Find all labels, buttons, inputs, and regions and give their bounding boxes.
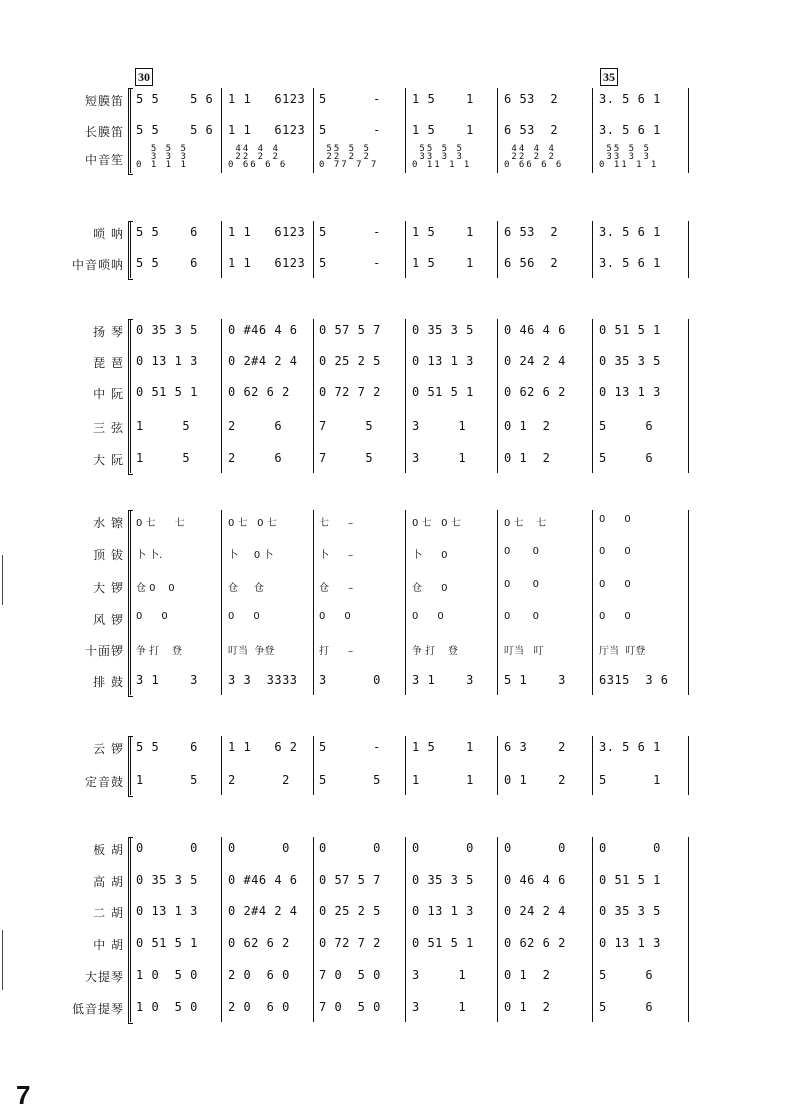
measure-notes: 1 1 6123: [228, 225, 306, 239]
measure-notes: 1 1: [412, 773, 474, 787]
instrument-label: 大 锣: [93, 581, 124, 595]
instrument-label: 中音笙: [84, 153, 124, 167]
measure-notes: 0 七 七: [136, 518, 185, 529]
barline: [497, 736, 498, 795]
barline: [405, 510, 406, 695]
measure-notes: 0 七 七: [504, 518, 547, 529]
measure-notes: 争 打 登: [136, 646, 182, 657]
barline: [130, 88, 131, 173]
measure-notes: 5 5 6: [136, 740, 198, 754]
measure-notes: 5 1: [599, 773, 661, 787]
measure-notes: 0 1 2: [504, 968, 551, 982]
measure-notes: 0 0: [412, 611, 444, 622]
measure-notes: 3. 5 6 1: [599, 225, 661, 239]
barline: [592, 837, 593, 1022]
instrument-label: 长膜笛: [84, 125, 124, 139]
measure-notes: 1 5 1: [412, 123, 474, 137]
instrument-label: 水 镲: [93, 516, 124, 530]
measure-notes: 0 1 2: [504, 451, 551, 465]
instrument-label: 十面锣: [84, 644, 124, 658]
measure-notes: 3. 5 6 1: [599, 123, 661, 137]
barline: [221, 837, 222, 1022]
rehearsal-mark-30: 30: [135, 68, 153, 86]
measure-notes: 6 56 2: [504, 256, 559, 270]
instrument-label: 低音提琴: [71, 1002, 124, 1016]
barline: [221, 736, 222, 795]
measure-notes: 0 0: [228, 841, 290, 855]
barline: [221, 319, 222, 473]
measure-notes: 2 0 6 0: [228, 968, 290, 982]
measure-notes: 5 -: [319, 92, 381, 106]
instrument-label: 板 胡: [93, 843, 124, 857]
instrument-label: 三 弦: [93, 421, 124, 435]
measure-notes: 3. 5 6 1: [599, 256, 661, 270]
measure-notes: 0 51 5 1: [136, 385, 198, 399]
barline: [405, 736, 406, 795]
measure-notes: 1 5 1: [412, 225, 474, 239]
barline: [313, 837, 314, 1022]
barline: [592, 736, 593, 795]
barline: [497, 88, 498, 173]
barline: [688, 88, 689, 173]
measure-notes: 7 5: [319, 451, 374, 465]
measure-notes: 3 3 3333: [228, 673, 298, 687]
measure-notes: 0 24 2 4: [504, 354, 566, 368]
barline: [313, 221, 314, 278]
measure-notes: 叮当 争登: [228, 646, 275, 657]
measure-notes: 0 0: [599, 514, 631, 525]
barline: [313, 88, 314, 173]
barline: [405, 319, 406, 473]
measure-notes: 1 5: [136, 419, 191, 433]
measure-notes: 0 0: [412, 841, 474, 855]
barline: [130, 837, 131, 1022]
instrument-label: 大 阮: [93, 453, 124, 467]
instrument-label: 大提琴: [84, 970, 124, 984]
measure-notes: 5 5 6: [136, 256, 198, 270]
instrument-label: 排 鼓: [93, 675, 124, 689]
measure-notes: 卜 –: [319, 550, 354, 561]
measure-notes: 1 5 1: [412, 740, 474, 754]
measure-notes: 5 6: [599, 1000, 654, 1014]
measure-notes: 0 0: [136, 841, 198, 855]
measure-notes: 1 0 5 0: [136, 968, 198, 982]
measure-notes: 0 35 3 5: [136, 873, 198, 887]
barline: [130, 319, 131, 473]
measure-notes: 5 6: [599, 968, 654, 982]
measure-notes: 0 0: [504, 611, 539, 622]
measure-notes: 0 51 5 1: [599, 873, 661, 887]
barline: [592, 221, 593, 278]
instrument-label: 琵 琶: [93, 356, 124, 370]
measure-notes: 5 5 5 6: [136, 123, 214, 137]
measure-notes: 6 53 2: [504, 225, 559, 239]
barline: [130, 736, 131, 795]
measure-notes: 7 0 5 0: [319, 968, 381, 982]
measure-notes: 7 0 5 0: [319, 1000, 381, 1014]
measure-notes: 1 0 5 0: [136, 1000, 198, 1014]
barline: [405, 221, 406, 278]
measure-notes: 0 35 3 5: [412, 323, 474, 337]
measure-notes: 1 5 1: [412, 92, 474, 106]
measure-notes: 0 0: [599, 841, 661, 855]
measure-notes: 3 0: [319, 673, 381, 687]
measure-notes: 0 57 5 7: [319, 323, 381, 337]
measure-notes: 卜 0 卜: [228, 550, 274, 561]
measure-notes: 5 6: [599, 419, 654, 433]
measure-notes: 0 0: [504, 579, 539, 590]
measure-notes: 2 6: [228, 419, 283, 433]
measure-notes: 0 0: [319, 841, 381, 855]
measure-notes: 55 5 5 22 2 2 0 77 7 7: [319, 144, 379, 170]
measure-notes: 0 13 1 3: [412, 904, 474, 918]
measure-notes: 打 –: [319, 646, 354, 657]
measure-notes: 卜 卜.: [136, 550, 163, 561]
measure-notes: 0 62 6 2: [228, 936, 290, 950]
measure-notes: 0 1 2: [504, 419, 551, 433]
barline: [313, 736, 314, 795]
measure-notes: 55 5 5 33 3 3 0 11 1 1: [412, 144, 472, 170]
measure-notes: 0 0: [228, 611, 260, 622]
barline: [497, 837, 498, 1022]
page-number: 7: [16, 1080, 31, 1110]
measure-notes: 0 1 2: [504, 773, 566, 787]
measure-notes: 5 5: [319, 773, 381, 787]
measure-notes: 3 1: [412, 419, 467, 433]
measure-notes: 5 1 3: [504, 673, 566, 687]
measure-notes: 2 2: [228, 773, 290, 787]
barline: [497, 221, 498, 278]
measure-notes: 0 46 4 6: [504, 873, 566, 887]
barline: [221, 510, 222, 695]
instrument-label: 二 胡: [93, 906, 124, 920]
barline: [592, 510, 593, 695]
measure-notes: 2 6: [228, 451, 283, 465]
measure-notes: 5 -: [319, 123, 381, 137]
measure-notes: 0 24 2 4: [504, 904, 566, 918]
barline: [688, 736, 689, 795]
measure-notes: 0 25 2 5: [319, 354, 381, 368]
measure-notes: 5 -: [319, 256, 381, 270]
instrument-label: 高 胡: [93, 875, 124, 889]
measure-notes: 0 1 2: [504, 1000, 551, 1014]
measure-notes: 仓 0: [412, 583, 448, 594]
measure-notes: 0 0: [504, 546, 539, 557]
instrument-label: 定音鼓: [84, 775, 124, 789]
measure-notes: 0 2#4 2 4: [228, 904, 298, 918]
measure-notes: 0 51 5 1: [136, 936, 198, 950]
measure-notes: 1 1 6123: [228, 256, 306, 270]
measure-notes: 仓 –: [319, 583, 354, 594]
barline: [405, 837, 406, 1022]
measure-notes: 0 七 0 七: [412, 518, 461, 529]
barline: [497, 510, 498, 695]
barline: [688, 837, 689, 1022]
rehearsal-mark-35: 35: [600, 68, 618, 86]
measure-notes: 5 5 5 3 3 3 0 1 1 1: [136, 144, 188, 170]
measure-notes: 44 4 4 22 2 2 0 66 6 6: [504, 144, 564, 170]
measure-notes: 2 0 6 0: [228, 1000, 290, 1014]
measure-notes: 0 51 5 1: [412, 936, 474, 950]
barline: [130, 221, 131, 278]
instrument-label: 中 阮: [93, 387, 124, 401]
measure-notes: 5 -: [319, 740, 381, 754]
measure-notes: 1 1 6123: [228, 123, 306, 137]
measure-notes: 0 #46 4 6: [228, 873, 298, 887]
measure-notes: 0 13 1 3: [136, 354, 198, 368]
measure-notes: 3 1: [412, 1000, 467, 1014]
measure-notes: 1 1 6 2: [228, 740, 298, 754]
instrument-label: 风 锣: [93, 613, 124, 627]
measure-notes: 3 1: [412, 968, 467, 982]
measure-notes: 6 53 2: [504, 92, 559, 106]
left-edge-mark: [2, 930, 3, 990]
barline: [592, 319, 593, 473]
measure-notes: 1 5: [136, 773, 198, 787]
measure-notes: 6315 3 6: [599, 673, 669, 687]
measure-notes: 1 5: [136, 451, 191, 465]
measure-notes: 0 35 3 5: [136, 323, 198, 337]
measure-notes: 0 七 0 七: [228, 518, 277, 529]
measure-notes: 55 5 5 33 3 3 0 11 1 1: [599, 144, 659, 170]
measure-notes: 0 2#4 2 4: [228, 354, 298, 368]
measure-notes: 5 5 5 6: [136, 92, 214, 106]
measure-notes: 0 35 3 5: [599, 354, 661, 368]
measure-notes: 仓 0 0: [136, 583, 175, 594]
measure-notes: 0 51 5 1: [599, 323, 661, 337]
barline: [130, 510, 131, 695]
measure-notes: 0 46 4 6: [504, 323, 566, 337]
measure-notes: 3 1 3: [136, 673, 198, 687]
measure-notes: 厅当 叮登: [599, 646, 646, 657]
measure-notes: 0 72 7 2: [319, 936, 381, 950]
instrument-label: 中音唢呐: [71, 258, 124, 272]
measure-notes: 5 -: [319, 225, 381, 239]
barline: [688, 221, 689, 278]
measure-notes: 叮当 叮: [504, 646, 544, 657]
barline: [688, 510, 689, 695]
barline: [592, 88, 593, 173]
measure-notes: 七 –: [319, 518, 354, 529]
measure-notes: 0 25 2 5: [319, 904, 381, 918]
measure-notes: 0 0: [504, 841, 566, 855]
instrument-label: 唢 呐: [93, 227, 124, 241]
barline: [497, 319, 498, 473]
barline: [313, 510, 314, 695]
measure-notes: 0 13 1 3: [599, 936, 661, 950]
measure-notes: 3 1: [412, 451, 467, 465]
measure-notes: 0 35 3 5: [599, 904, 661, 918]
left-edge-mark: [2, 555, 3, 605]
measure-notes: 0 0: [599, 611, 631, 622]
measure-notes: 7 5: [319, 419, 374, 433]
measure-notes: 仓 仓: [228, 583, 264, 594]
barline: [221, 88, 222, 173]
measure-notes: 0 0: [136, 611, 168, 622]
measure-notes: 0 0: [319, 611, 351, 622]
measure-notes: 0 51 5 1: [412, 385, 474, 399]
measure-notes: 0 62 6 2: [504, 385, 566, 399]
measure-notes: 0 35 3 5: [412, 873, 474, 887]
barline: [688, 319, 689, 473]
measure-notes: 0 62 6 2: [228, 385, 290, 399]
measure-notes: 0 0: [599, 579, 631, 590]
measure-notes: 3. 5 6 1: [599, 92, 661, 106]
instrument-label: 顶 钹: [93, 548, 124, 562]
measure-notes: 0 72 7 2: [319, 385, 381, 399]
measure-notes: 5 6: [599, 451, 654, 465]
measure-notes: 0 #46 4 6: [228, 323, 298, 337]
measure-notes: 1 5 1: [412, 256, 474, 270]
instrument-label: 中 胡: [93, 938, 124, 952]
barline: [313, 319, 314, 473]
measure-notes: 3. 5 6 1: [599, 740, 661, 754]
measure-notes: 44 4 4 22 2 2 0 66 6 6: [228, 144, 288, 170]
measure-notes: 3 1 3: [412, 673, 474, 687]
instrument-label: 云 锣: [93, 742, 124, 756]
measure-notes: 0 62 6 2: [504, 936, 566, 950]
measure-notes: 0 57 5 7: [319, 873, 381, 887]
measure-notes: 6 3 2: [504, 740, 566, 754]
measure-notes: 6 53 2: [504, 123, 559, 137]
measure-notes: 卜 0: [412, 550, 448, 561]
measure-notes: 1 1 6123: [228, 92, 306, 106]
measure-notes: 0 13 1 3: [412, 354, 474, 368]
barline: [405, 88, 406, 173]
instrument-label: 扬 琴: [93, 325, 124, 339]
barline: [221, 221, 222, 278]
measure-notes: 5 5 6: [136, 225, 198, 239]
measure-notes: 0 13 1 3: [599, 385, 661, 399]
measure-notes: 0 0: [599, 546, 631, 557]
measure-notes: 0 13 1 3: [136, 904, 198, 918]
measure-notes: 争 打 登: [412, 646, 458, 657]
instrument-label: 短膜笛: [84, 94, 124, 108]
